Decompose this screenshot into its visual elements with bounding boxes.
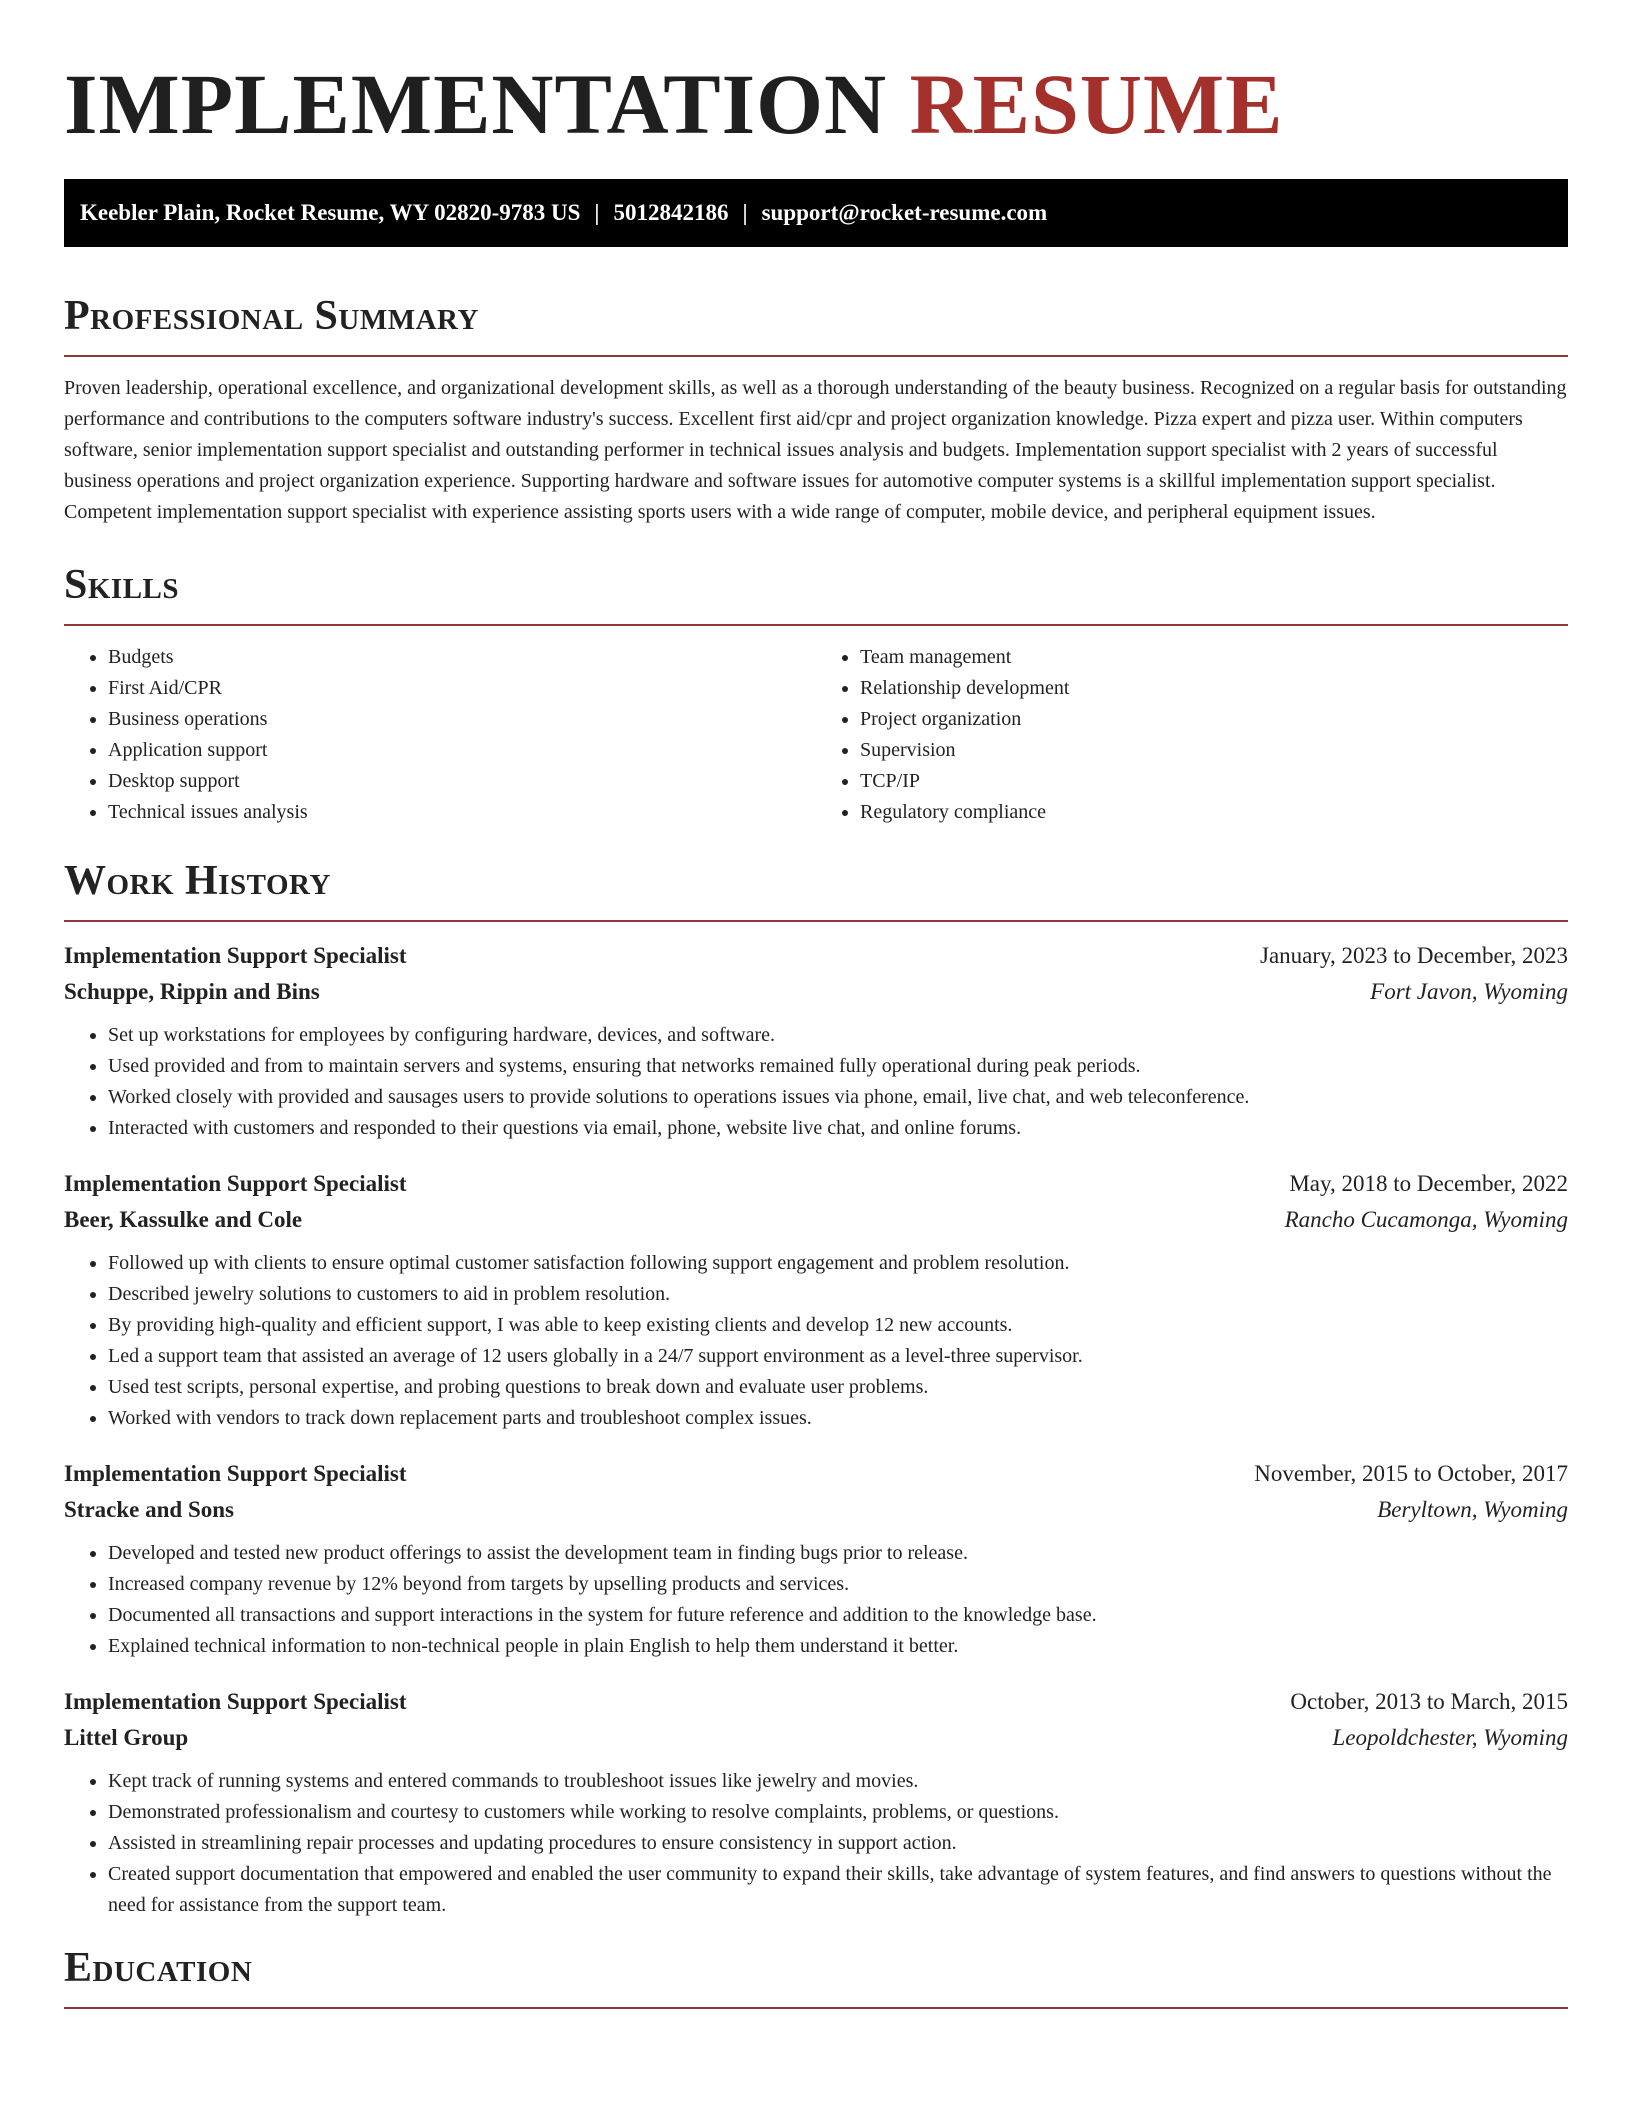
section-divider	[64, 624, 1568, 626]
job-bullets	[64, 1766, 1568, 1921]
job-bullet: • Documented all transactions and support interactions in the system for future reference and addition to the knowledge base.	[108, 1600, 1568, 1631]
job-header-row	[64, 1166, 1568, 1202]
work-history-heading: Work History	[64, 858, 331, 904]
job-bullets	[64, 1248, 1568, 1434]
job-bullet: • Demonstrated professionalism and courtesy to customers while working to resolve complaints, problems, or questions.	[108, 1797, 1568, 1828]
job-entry	[64, 1166, 1568, 1434]
skill-item: • Team management	[860, 642, 1568, 673]
job-bullet: • Worked with vendors to track down replacement parts and troubleshoot complex issues.	[108, 1403, 1568, 1434]
name-first: IMPLEMENTATION	[64, 56, 888, 152]
section-divider	[64, 355, 1568, 357]
job-dates: January, 2023 to December, 2023	[1260, 943, 1568, 968]
job-location: Rancho Cucamonga, Wyoming	[1284, 1207, 1568, 1232]
job-title: Implementation Support Specialist	[64, 1461, 407, 1486]
job-bullet: • Assisted in streamlining repair processes and updating procedures to ensure consistency in support action.	[108, 1828, 1568, 1859]
summary-text: Proven leadership, operational excellence, and organizational development skills, as well as a thorough understanding of the beauty business. Recognized on a regular basis for outstanding performance and contributions to the computers software industry's success. Excellent first aid/cpr and project organization knowledge. Pizza expert and pizza user. Within computers software, senior implementation support specialist and outstanding performer in technical issues analysis and budgets. Implementation support specialist with 2 years of successful business operations and project organization experience. Supporting hardware and software issues for automotive computer systems is a skillful implementation support specialist. Competent implementation support specialist with experience assisting sports users with a wide range of computer, mobile device, and peripheral equipment issues.	[64, 377, 1567, 523]
contact-separator: |	[594, 200, 600, 225]
job-bullet: • Kept track of running systems and entered commands to troubleshoot issues like jewelry and movies.	[108, 1766, 1568, 1797]
skills-heading: Skills	[64, 562, 180, 608]
job-location: Leopoldchester, Wyoming	[1332, 1725, 1568, 1750]
contact-email: support@rocket-resume.com	[761, 200, 1048, 225]
job-title: Implementation Support Specialist	[64, 1689, 407, 1714]
contact-address: Keebler Plain, Rocket Resume, WY 02820-9783 US	[80, 200, 581, 225]
job-company-row	[64, 1492, 1568, 1528]
contact-bar	[64, 179, 1568, 247]
education-heading: Education	[64, 1945, 253, 1991]
skill-item: • Desktop support	[108, 766, 816, 797]
section-divider	[64, 2007, 1568, 2009]
job-company: Beer, Kassulke and Cole	[64, 1207, 303, 1232]
skill-item: • First Aid/CPR	[108, 673, 816, 704]
job-location: Beryltown, Wyoming	[1377, 1497, 1568, 1522]
job-entry	[64, 1456, 1568, 1662]
job-bullet: • Used test scripts, personal expertise, and probing questions to break down and evaluate user problems.	[108, 1372, 1568, 1403]
job-dates: May, 2018 to December, 2022	[1289, 1171, 1568, 1196]
skills-list	[64, 642, 1568, 828]
job-bullets	[64, 1020, 1568, 1144]
job-bullet: • Developed and tested new product offerings to assist the development team in finding bugs prior to release.	[108, 1538, 1568, 1569]
job-header-row	[64, 938, 1568, 974]
name-last: RESUME	[909, 56, 1284, 152]
job-dates: October, 2013 to March, 2015	[1290, 1689, 1568, 1714]
work-history-list	[64, 938, 1568, 1921]
job-header-row	[64, 1684, 1568, 1720]
job-bullet: • Created support documentation that empowered and enabled the user community to expand their skills, take advantage of system features, and find answers to questions without the need for assistance from the support team.	[108, 1859, 1568, 1921]
job-bullet: • Followed up with clients to ensure optimal customer satisfaction following support engagement and problem resolution.	[108, 1248, 1568, 1279]
summary-heading: Professional Summary	[64, 293, 479, 339]
job-bullet: • Increased company revenue by 12% beyond from targets by upselling products and services.	[108, 1569, 1568, 1600]
job-entry	[64, 1684, 1568, 1921]
job-bullet: • By providing high-quality and efficient support, I was able to keep existing clients and develop 12 new accounts.	[108, 1310, 1568, 1341]
skill-item: • Budgets	[108, 642, 816, 673]
job-bullet: • Set up workstations for employees by configuring hardware, devices, and software.	[108, 1020, 1568, 1051]
job-company-row	[64, 1202, 1568, 1238]
job-bullet: • Explained technical information to non-technical people in plain English to help them understand it better.	[108, 1631, 1568, 1662]
job-company: Stracke and Sons	[64, 1497, 234, 1522]
job-bullet: • Led a support team that assisted an average of 12 users globally in a 24/7 support environment as a level-three supervisor.	[108, 1341, 1568, 1372]
skill-item: • Application support	[108, 735, 816, 766]
job-bullet: • Worked closely with provided and sausages users to provide solutions to operations issues via phone, email, live chat, and web teleconference.	[108, 1082, 1568, 1113]
job-company: Schuppe, Rippin and Bins	[64, 979, 320, 1004]
job-company: Littel Group	[64, 1725, 189, 1750]
skill-item: • Regulatory compliance	[860, 797, 1568, 828]
skill-item: • Relationship development	[860, 673, 1568, 704]
job-dates: November, 2015 to October, 2017	[1254, 1461, 1568, 1486]
skill-item: • Supervision	[860, 735, 1568, 766]
contact-separator: |	[742, 200, 748, 225]
job-header-row	[64, 1456, 1568, 1492]
section-divider	[64, 920, 1568, 922]
job-entry	[64, 938, 1568, 1144]
resume-name	[64, 54, 1568, 154]
job-company-row	[64, 1720, 1568, 1756]
job-bullet: • Interacted with customers and responded to their questions via email, phone, website live chat, and online forums.	[108, 1113, 1568, 1144]
job-title: Implementation Support Specialist	[64, 1171, 407, 1196]
skill-item: • Business operations	[108, 704, 816, 735]
job-bullet: • Described jewelry solutions to customers to aid in problem resolution.	[108, 1279, 1568, 1310]
contact-phone: 5012842186	[613, 200, 729, 225]
skills-column-left	[64, 642, 816, 828]
job-title: Implementation Support Specialist	[64, 943, 407, 968]
job-location: Fort Javon, Wyoming	[1370, 979, 1568, 1004]
job-bullets	[64, 1538, 1568, 1662]
skill-item: • Technical issues analysis	[108, 797, 816, 828]
skill-item: • Project organization	[860, 704, 1568, 735]
skills-column-right	[816, 642, 1568, 828]
job-company-row	[64, 974, 1568, 1010]
job-bullet: • Used provided and from to maintain servers and systems, ensuring that networks remained fully operational during peak periods.	[108, 1051, 1568, 1082]
skill-item: • TCP/IP	[860, 766, 1568, 797]
